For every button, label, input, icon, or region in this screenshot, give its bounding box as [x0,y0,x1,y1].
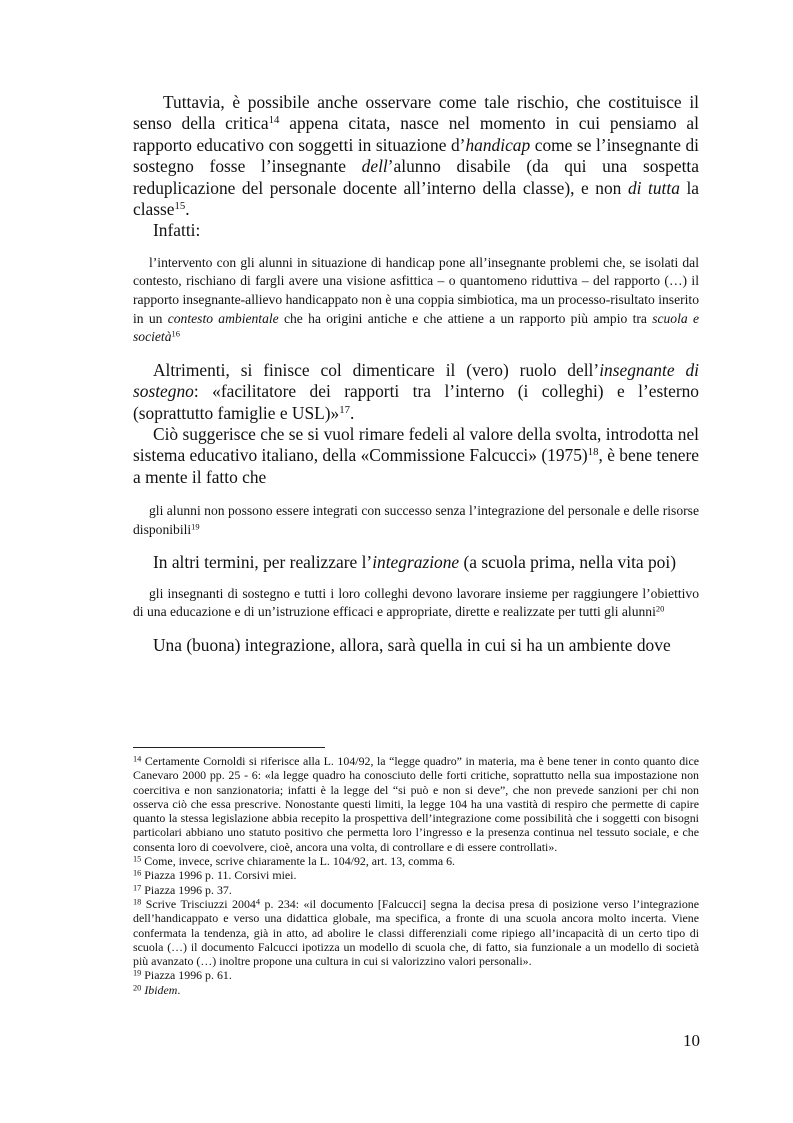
block-quote-2: gli alunni non possono essere integrati con successo senza l’integrazione del personale e delle risorse disponibili$^{19}$ [133,503,699,537]
footnote-ref-17[interactable]: 17 [339,403,350,416]
footnote-19: $^{19}$ Piazza 1996 p. 61. [133,968,232,983]
footnote-ref-16[interactable]: 16 [171,328,180,339]
paragraph-1: Tuttavia, è possibile anche osservare come tale rischio, che costituisce il senso della critica$^{14}$ appena citata, nasce nel momento in cui pensiamo al rapporto educativo con soggetti in situazione d’handicap come se l’insegnante di sostegno fosse l’insegnante dell’alunno disabile (da qui una sospetta reduplicazione del personale docente all’interno della classe), e non di tutta la classe$^{15}$. [133,92,700,220]
page-body [133,92,699,656]
paragraph-6: Una (buona) integrazione, allora, sarà quella in cui si ha un ambiente dove [153,635,671,656]
footnote-14: $^{14}$ Certamente Cornoldi si riferisce alla L. 104/92, la “legge quadro” in materia, ma è bene tener in conto quanto dice Canevaro 2000 pp. 25 - 6: «la legge quadro ha conosciuto delle forti critiche, soprattutto nella sua impostazione non coercitiva e non sanzionatoria; infatti è la legge del “si può e non si deve”, che non prevede sanzioni per chi non osserva ciò che essa prescrive. Nonostante questi limiti, la legge 104 ha una vastità di respiro che permette di capire quanto la stessa legislazione abbia recepito la prospettiva dell’integrazione come possibilità che i soggetti con bisogni particolari abbiano uno statuto positivo che permetta loro l’ingresso e la presenza continua nel tessuto sociale, e che consenta loro di coevolvere, cioè, ancora una volta, di controllare e di essere controllati». [133,754,699,854]
footnote-separator [133,747,325,748]
block-quote-1: l’intervento con gli alunni in situazione di handicap pone all’insegnante problemi che, se isolati dal contesto, rischiano di fargli avere una visione asfittica – o quantomeno riduttiva – del rapporto (…) il rapporto insegnante-allievo handicappato non è una coppia simbiotica, ma un processo-risultato inserito in un contesto ambientale che ha origini antiche e che attiene a un rapporto più ampio tra scuola e società$^{16}$ [133,254,699,345]
footnotes [133,754,699,997]
footnote-16: $^{16}$ Piazza 1996 p. 11. Corsivi miei. [133,868,297,883]
block-quote-3: gli insegnanti di sostegno e tutti i loro colleghi devono lavorare insieme per raggiungere l’obiettivo di una educazione e di un’istruzione efficaci e appropriate, dirette e realizzate per tutti gli alunni$^{20}$ [133,585,699,620]
paragraph-2: Infatti: [153,220,201,241]
footnote-ref-15[interactable]: 15 [174,200,186,213]
footnote-20: $^{20}$ Ibidem. [133,982,181,997]
footnote-ref-20[interactable]: 20 [655,603,665,614]
paragraph-5: In altri termini, per realizzare l’integrazione (a scuola prima, nella vita poi) [153,552,676,573]
footnote-17: $^{17}$ Piazza 1996 p. 37. [133,882,232,897]
page-number: 10 [683,1031,700,1050]
footnote-ref-14[interactable]: 14 [268,114,280,127]
footnote-ref-19[interactable]: 19 [191,521,200,532]
footnote-18: $^{18}$ Scrive Trisciuzzi 2004$^4$ p. 234: «il documento [Falcucci] segna la decisa presa di posizione verso l’integrazione dell’handicappato e verso una didattica globale, ma specifica, a fronte di una scuola ancora molto incerta. Viene confermata la tendenza, già in atto, ad abolire le classi differenziali come ripiego all’incapacità di un certo tipo di scuola (…) il documento Falcucci ipotizza un modello di scuola che, di fatto, sia funzionale a un modello di società più avanzato (…) inoltre propone una cultura in cui si valorizzino valori personali». [133,896,699,969]
paragraph-4: Ciò suggerisce che se si vuol rimare fedeli al valore della svolta, introdotta nel sistema educativo italiano, della «Commissione Falcucci» $(1975)^{18}$, è bene tenere a mente il fatto che [133,424,699,487]
paragraph-3: Altrimenti, si finisce col dimenticare il (vero) ruolo dell’insegnante di sostegno: «facilitatore dei rapporti tra l’interno (i colleghi) e l’esterno (soprattutto famiglie e USL)»$^{17}$. [133,359,699,423]
footnote-ref-18[interactable]: 18 [587,446,599,459]
footnote-15: $^{15}$ Come, invece, scrive chiaramente la L. 104/92, art. 13, comma 6. [133,854,456,869]
